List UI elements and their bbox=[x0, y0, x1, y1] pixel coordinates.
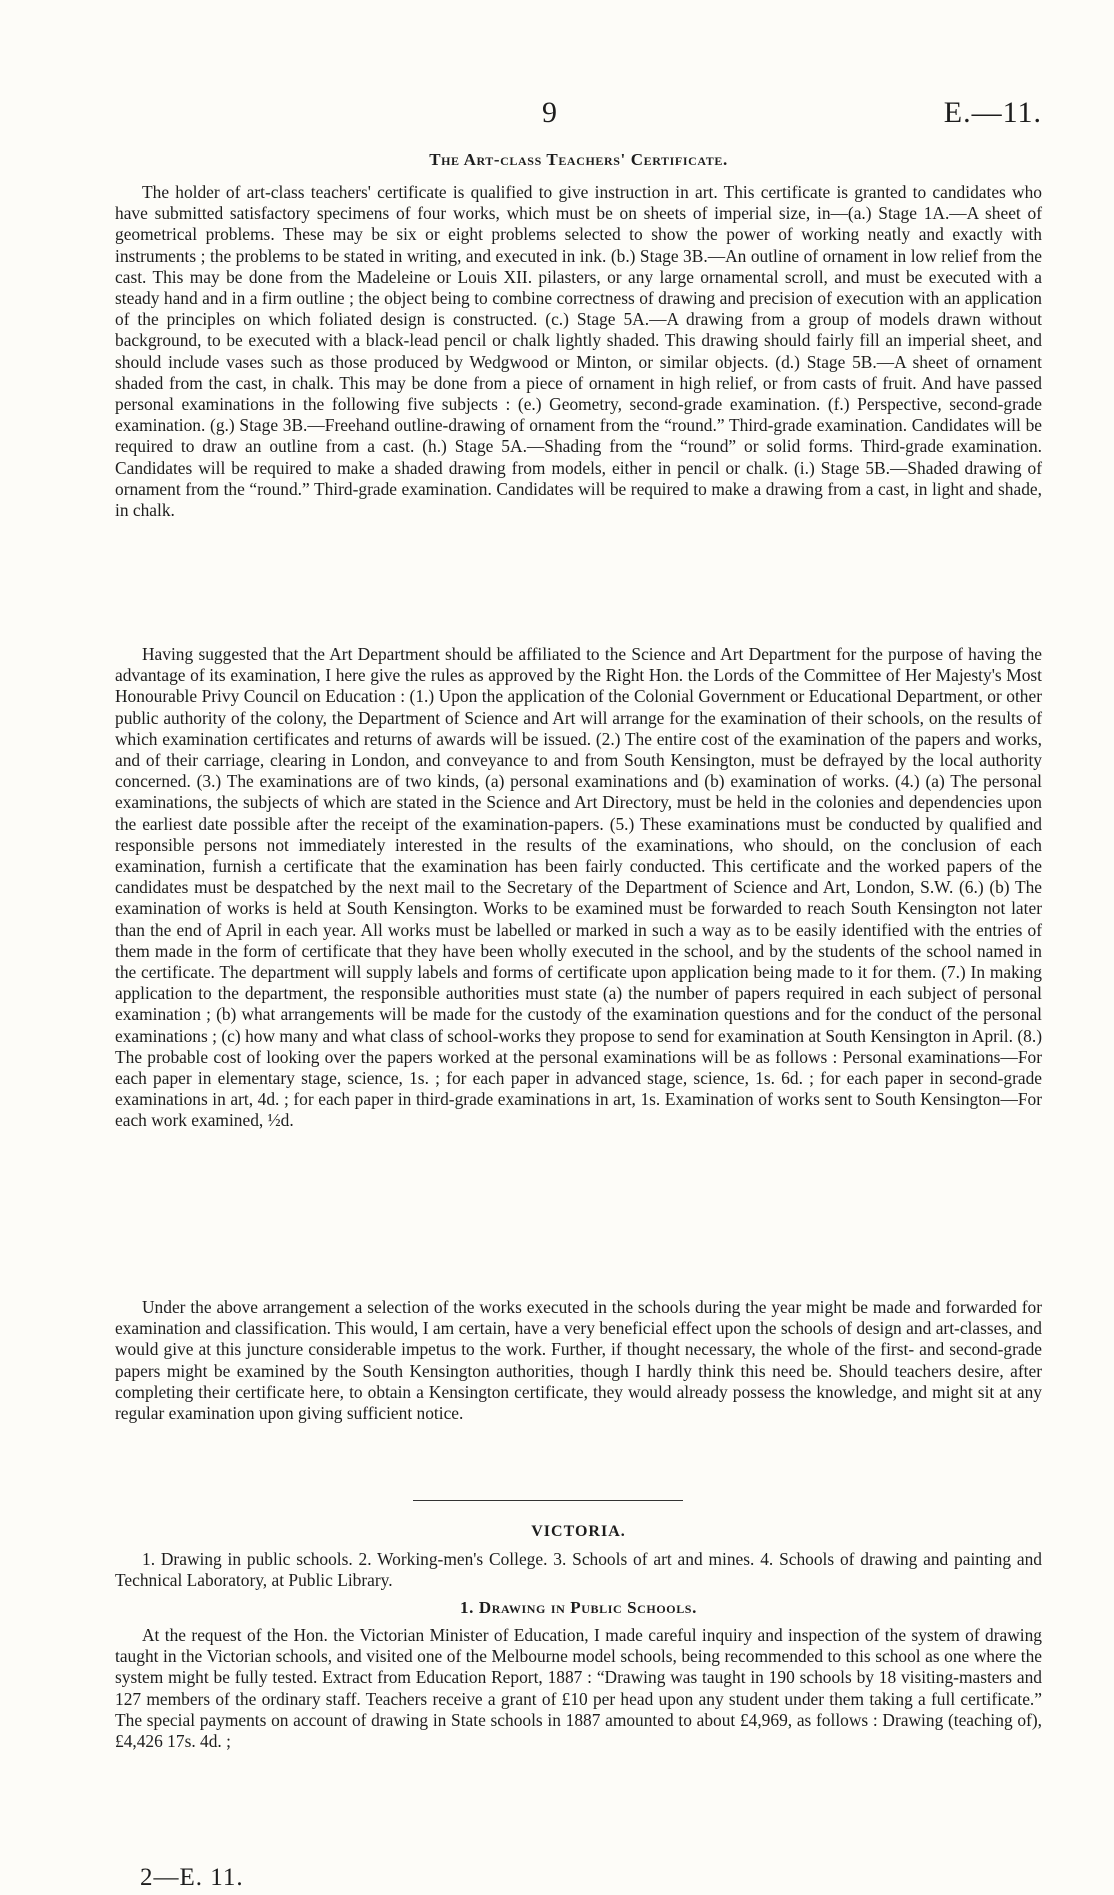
drawing-heading: 1. Drawing in Public Schools. bbox=[460, 1598, 697, 1617]
page-number: 9 bbox=[542, 96, 557, 129]
document-reference: E.—11. bbox=[943, 96, 1042, 129]
victoria-list-paragraph: 1. Drawing in public schools. 2. Working-men's College. 3. Schools of art and mines. 4. Schools of drawing and painting and Technical Laboratory, at Public Library. bbox=[115, 1549, 1042, 1591]
art-class-paragraph: The holder of art-class teachers' certificate is qualified to give instruction in art. This certificate is granted to candidates who have submitted satisfactory specimens of four works, which must be on sheets of imperial size, in—(a.) Stage 1A.—A sheet of geometrical problems. These may be six or eight problems selected to show the power of working neatly and exactly with instruments ; the problems to be stated in writing, and executed in ink. (b.) Stage 3B.—An outline of ornament in low relief from the cast. This may be done from the Madeleine or Louis XII. pilasters, or any large ornamental scroll, and must be executed with a steady hand and in a firm outline ; the object being to combine correctness of drawing and precision of execution with an application of the principles on which foliated design is constructed. (c.) Stage 5A.—A drawing from a group of models drawn without background, to be executed with a black-lead pencil or chalk lightly shaded. This drawing should fairly fill an imperial sheet, and should include vases such as those produced by Wedgwood or Minton, or similar objects. (d.) Stage 5B.—A sheet of ornament shaded from the cast, in chalk. This may be done from a piece of ornament in high relief, or from casts of fruit. And have passed personal examinations in the following five subjects : (e.) Geometry, second-grade examination. (f.) Perspective, second-grade examination. (g.) Stage 3B.—Freehand outline-drawing of ornament from the “round.” Third-grade examination. Candidates will be required to draw an outline from a cast. (h.) Stage 5A.—Shading from the “round” or solid forms. Third-grade examination. Candidates will be required to make a shaded drawing from models, either in pencil or chalk. (i.) Stage 5B.—Shaded drawing of ornament from the “round.” Third-grade examination. Candidates will be required to make a drawing from a cast, in light and shade, in chalk. bbox=[115, 182, 1042, 521]
drawing-section bbox=[115, 1625, 1042, 1752]
art-class-section bbox=[115, 182, 1042, 521]
affiliation-paragraph: Having suggested that the Art Department should be affiliated to the Science and Art Department for the purpose of having the advantage of its examination, I here give the rules as approved by the Right Hon. the Lords of the Committee of Her Majesty's Most Honourable Privy Council on Education : (1.) Upon the application of the Colonial Government or Educational Department, or other public authority of the colony, the Department of Science and Art will arrange for the examination of their schools, on the results of which examination certificates and returns of awards will be issued. (2.) The entire cost of the examination of the papers and works, and of their carriage, clearing in London, and conveyance to and from South Kensington, must be defrayed by the local authority concerned. (3.) The examinations are of two kinds, (a) personal examinations and (b) examination of works. (4.) (a) The personal examinations, the subjects of which are stated in the Science and Art Directory, must be held in the colonies and dependencies upon the earliest date possible after the receipt of the examination-papers. (5.) These examinations must be conducted by qualified and responsible persons not immediately interested in the results of the examinations, who should, on the conclusion of each examination, furnish a certificate that the examination has been fairly conducted. This certificate and the worked papers of the candidates must be despatched by the next mail to the Secretary of the Department of Science and Art, London, S.W. (6.) (b) The examination of works is held at South Kensington. Works to be examined must be forwarded to reach South Kensington not later than the end of April in each year. All works must be labelled or marked in such a way as to be easily identified with the entries of them made in the form of certificate that they have been wholly executed in the school, and by the students of the school named in the certificate. The department will supply labels and forms of certificate upon application being made to it for them. (7.) In making application to the department, the responsible authorities must state (a) the number of papers required in each subject of personal examination ; (b) what arrangements will be made for the custody of the examination questions and for the conduct of the personal examinations ; (c) how many and what class of school-works they propose to send for examination at South Kensington in April. (8.) The probable cost of looking over the papers worked at the personal examinations will be as follows : Personal examinations—For each paper in elementary stage, science, 1s. ; for each paper in advanced stage, science, 1s. 6d. ; for each paper in second-grade examinations in art, 4d. ; for each paper in third-grade examinations in art, 1s. Examination of works sent to South Kensington—For each work examined, ½d. bbox=[115, 644, 1042, 1131]
arrangement-section bbox=[115, 1297, 1042, 1424]
victoria-heading: VICTORIA. bbox=[531, 1523, 626, 1540]
art-class-heading: The Art-class Teachers' Certificate. bbox=[429, 150, 728, 169]
arrangement-paragraph: Under the above arrangement a selection of the works executed in the schools during the year might be made and forwarded for examination and classification. This would, I am certain, have a very beneficial effect upon the schools of design and art-classes, and would give at this juncture considerable impetus to the work. Further, if thought necessary, the whole of the first- and second-grade papers might be examined by the South Kensington authorities, though I hardly think this need be. Should teachers desire, after completing their certificate here, to obtain a Kensington certificate, they would already possess the knowledge, and might sit at any regular examination upon giving sufficient notice. bbox=[115, 1297, 1042, 1424]
victoria-list-section bbox=[115, 1549, 1042, 1591]
running-head bbox=[115, 96, 1042, 132]
drawing-paragraph: At the request of the Hon. the Victorian Minister of Education, I made careful inquiry and inspection of the system of drawing taught in the Victorian schools, and visited one of the Melbourne model schools, being recommended to this school as one where the system might be fully tested. Extract from Education Report, 1887 : “Drawing was taught in 190 schools by 18 visiting-masters and 127 members of the ordinary staff. Teachers receive a grant of £10 per head upon any student under them taking a full certificate.” The special payments on account of drawing in State schools in 1887 amounted to about £4,969, as follows : Drawing (teaching of), £4,426 17s. 4d. ; bbox=[115, 1625, 1042, 1752]
affiliation-section bbox=[115, 644, 1042, 1132]
signature-mark: 2—E. 11. bbox=[140, 1864, 244, 1891]
section-divider bbox=[413, 1500, 683, 1501]
